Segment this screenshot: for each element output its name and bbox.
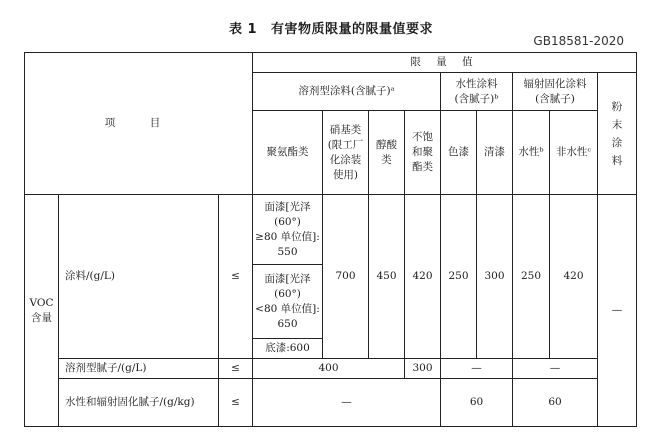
header-water-based: 水性ᵇ (513, 111, 550, 195)
coating-label: 涂料/(g/L) (59, 195, 219, 359)
voc-label: VOC 含量 (25, 195, 59, 427)
solvent-putty-300: 300 (405, 359, 441, 379)
coating-sign: ≤ (219, 195, 253, 359)
header-clear-paint: 清漆 (477, 111, 513, 195)
water-radiation-putty-sign: ≤ (219, 379, 253, 427)
alkyd-value: 450 (369, 195, 405, 359)
header-unsaturated: 不饱 和聚 酯类 (405, 111, 441, 195)
solvent-putty-400: 400 (253, 359, 405, 379)
header-nitro: 硝基类 (限工厂 化涂装 使用) (323, 111, 369, 195)
color-paint-value: 250 (441, 195, 477, 359)
pu-low-gloss: 面漆[光泽 (60°) <80 单位值]: 650 (253, 265, 323, 339)
solvent-putty-radiation-dash: — (513, 359, 598, 379)
pu-high-gloss: 面漆[光泽 (60°) ≥80 单位值]: 550 (253, 195, 323, 265)
header-polyurethane: 聚氨酯类 (253, 111, 323, 195)
header-water-group: 水性涂料 (含腻子)ᵇ (441, 73, 513, 111)
header-non-water-based: 非水性ᶜ (550, 111, 598, 195)
non-water-based-value: 420 (550, 195, 598, 359)
powder-dash: — (598, 195, 637, 427)
header-powder: 粉末涂料 (598, 73, 637, 195)
header-radiation-group: 辐射固化涂料 (含腻子) (513, 73, 598, 111)
header-alkyd: 醇酸 类 (369, 111, 405, 195)
water-radiation-putty-water-value: 60 (441, 379, 513, 427)
water-based-value: 250 (513, 195, 550, 359)
solvent-putty-water-dash: — (441, 359, 513, 379)
standard-code: GB18581-2020 (533, 34, 624, 48)
table-number: 表 1 (228, 22, 258, 37)
header-limit: 限 量 值 (253, 53, 637, 73)
header-color-paint: 色漆 (441, 111, 477, 195)
header-item: 项 目 (25, 53, 253, 195)
water-radiation-putty-radiation-value: 60 (513, 379, 598, 427)
limit-table (24, 52, 637, 427)
nitro-value: 700 (323, 195, 369, 359)
water-radiation-putty-label: 水性和辐射固化腻子/(g/kg) (59, 379, 219, 427)
table-title-text: 有害物质限量的限量值要求 (271, 22, 434, 37)
solvent-putty-sign: ≤ (219, 359, 253, 379)
pu-primer: 底漆:600 (253, 339, 323, 359)
header-solvent-group: 溶剂型涂料(含腻子)ᵃ (253, 73, 441, 111)
water-radiation-putty-solvent-dash: — (253, 379, 441, 427)
unsaturated-value: 420 (405, 195, 441, 359)
clear-paint-value: 300 (477, 195, 513, 359)
solvent-putty-label: 溶剂型腻子/(g/L) (59, 359, 219, 379)
